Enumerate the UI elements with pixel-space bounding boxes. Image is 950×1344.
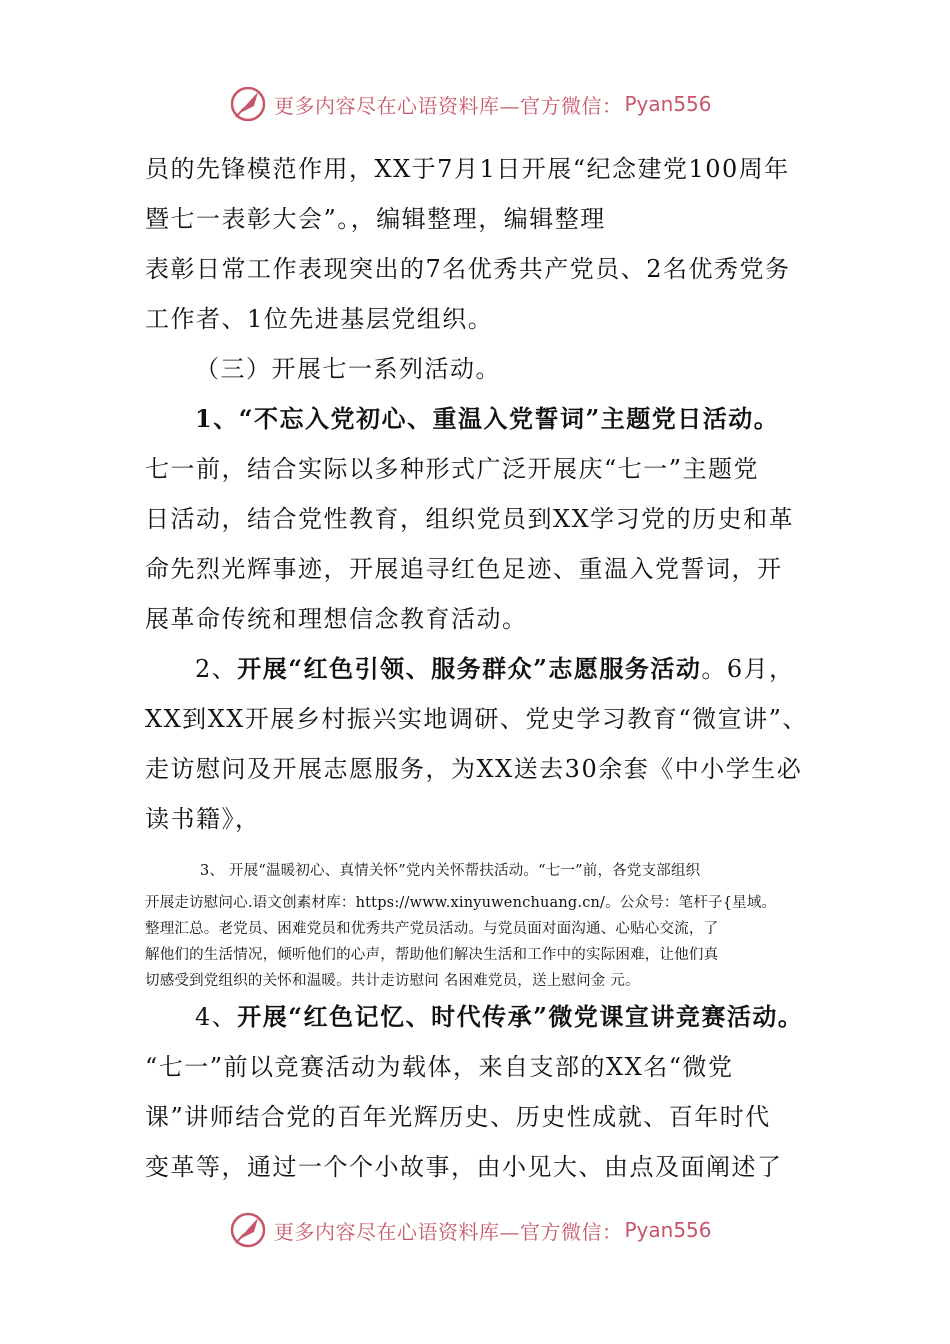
footer-banner-text: 更多内容尽在心语资料库—官方微信： <box>274 1219 623 1244</box>
subheading-2-number: 2、 <box>195 655 238 683</box>
footer-wechat-id: Pyan556 <box>624 1218 712 1242</box>
section-heading: （三）开展七一系列活动。 <box>195 355 501 383</box>
paragraph-line: 课”讲师结合党的百年光辉历史、历史性成就、百年时代 <box>145 1103 771 1131</box>
paragraph-line: 走访慰问及开展志愿服务，为XX送去30余套《中小学生必 <box>145 755 803 783</box>
quill-logo-icon <box>228 1210 268 1250</box>
small-paragraph-line: 整理汇总。老党员、困难党员和优秀共产党员活动。与党员面对面沟通、心贴心交流，了 <box>145 921 719 937</box>
paragraph-line: 暨七一表彰大会”。，编辑整理，编辑整理 <box>145 205 606 233</box>
paragraph-line: 表彰日常工作表现突出的7名优秀共产党员、2名优秀党务 <box>145 255 791 283</box>
small-paragraph-line: 解他们的生活情况，倾听他们的心声，帮助他们解决生活和工作中的实际困难，让他们真 <box>145 947 719 963</box>
subheading-4-number: 4、 <box>195 1003 238 1031</box>
subheading-2-row <box>195 652 795 686</box>
header-watermark-banner <box>228 84 712 124</box>
quill-logo-icon <box>228 84 268 124</box>
subheading-4-title: 开展“红色记忆、时代传承”微党课宣讲竞赛活动。 <box>237 1002 804 1031</box>
paragraph-line: XX到XX开展乡村振兴实地调研、党史学习教育“微宣讲”、 <box>145 705 808 733</box>
paragraph-line: 七一前，结合实际以多种形式广泛开展庆“七一”主题党 <box>145 455 760 483</box>
paragraph-line: “七一”前以竞赛活动为载体，来自支部的XX名“微党 <box>145 1053 734 1081</box>
subheading-2-tail: 。6月， <box>701 655 795 683</box>
subheading-2-title: 开展“红色引领、服务群众”志愿服务活动 <box>237 654 702 683</box>
small-paragraph-line: 3、 开展“温暖初心、真情关怀”党内关怀帮扶活动。“七一”前，各党支部组织 <box>200 863 701 879</box>
paragraph-line: 员的先锋模范作用，XX于7月1日开展“纪念建党100周年 <box>145 155 790 183</box>
paragraph-line: 日活动，结合党性教育，组织党员到XX学习党的历史和革 <box>145 505 795 533</box>
small-paragraph-line: 开展走访慰问心.语文创素材库：https://www.xinyuwenchuang.cn/。公众号：笔杆子{星域。 <box>145 895 777 911</box>
paragraph-line: 变革等，通过一个个小故事，由小见大、由点及面阐述了 <box>145 1153 783 1181</box>
footer-watermark-banner <box>228 1210 712 1250</box>
subheading-4-row <box>195 1000 803 1034</box>
header-banner-text: 更多内容尽在心语资料库—官方微信： <box>274 93 623 118</box>
subheading-1: 1、“不忘入党初心、重温入党誓词”主题党日活动。 <box>195 404 780 433</box>
small-paragraph-line: 切感受到党组织的关怀和温暖。共计走访慰问 名困难党员，送上慰问金 元。 <box>145 973 640 989</box>
paragraph-line: 命先烈光辉事迹，开展追寻红色足迹、重温入党誓词，开 <box>145 555 783 583</box>
paragraph-line: 展革命传统和理想信念教育活动。 <box>145 605 528 633</box>
paragraph-line: 读书籍》， <box>145 805 261 833</box>
paragraph-line: 工作者、1位先进基层党组织。 <box>145 305 494 333</box>
header-wechat-id: Pyan556 <box>624 92 712 116</box>
